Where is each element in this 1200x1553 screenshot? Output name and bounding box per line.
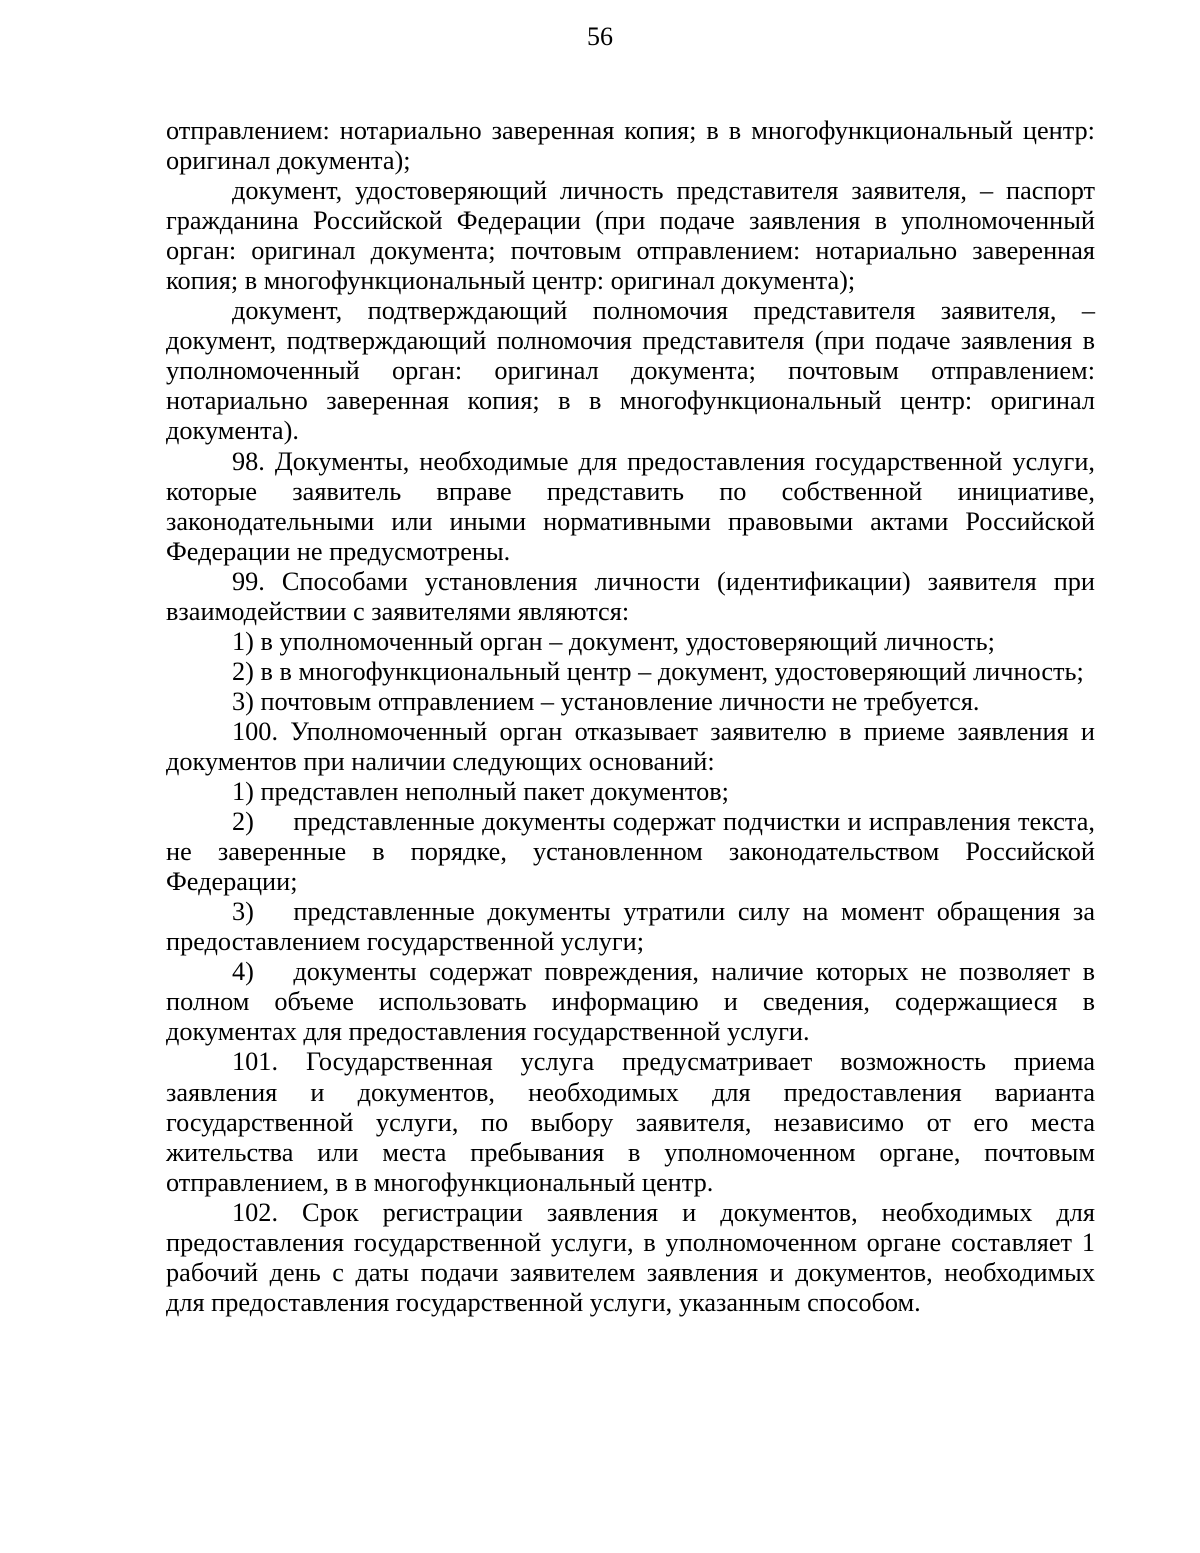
list-item-100-2: 2) представленные документы содержат подчистки и исправления текста, не заверенные в порядке, установленном законодательством Российской Федерации; bbox=[166, 807, 1095, 897]
paragraph-98: 98. Документы, необходимые для предоставления государственной услуги, которые заявитель вправе представить по собственной инициативе, законодательными или иными нормативными правовыми актами Российской Федерации не предусмотрены. bbox=[166, 446, 1095, 566]
page-number: 56 bbox=[587, 22, 613, 51]
paragraph-99: 99. Способами установления личности (идентификации) заявителя при взаимодействии с заявителями являются: bbox=[166, 566, 1095, 626]
list-item-99-3: 3) почтовым отправлением – установление личности не требуется. bbox=[232, 686, 980, 716]
list-item-99-1: 1) в уполномоченный орган – документ, удостоверяющий личность; bbox=[232, 626, 995, 656]
paragraph-representative-authority: документ, подтверждающий полномочия представителя заявителя, – документ, подтверждающий полномочия представителя (при подаче заявления в уполномоченный орган: оригинал документа; почтовым отправлением: нотариально заверенная копия; в в многофункциональный центр: оригинал документа). bbox=[166, 296, 1095, 446]
paragraph-representative-id: документ, удостоверяющий личность представителя заявителя, – паспорт гражданина Российской Федерации (при подаче заявления в уполномоченный орган: оригинал документа; почтовым отправлением: нотариально заверенная копия; в многофункциональный центр: оригинал документа); bbox=[166, 176, 1095, 296]
paragraph-102: 102. Срок регистрации заявления и документов, необходимых для предоставления государственной услуги, в уполномоченном органе составляет 1 рабочий день с даты подачи заявителем заявления и документов, необходимых для предоставления государственной услуги, указанным способом. bbox=[166, 1197, 1095, 1317]
paragraph-101: 101. Государственная услуга предусматривает возможность приема заявления и документов, необходимых для предоставления варианта государственной услуги, по выбору заявителя, независимо от его места жительства или места пребывания в уполномоченном органе, почтовым отправлением, в в многофункциональный центр. bbox=[166, 1047, 1095, 1197]
list-item-100-1: 1) представлен неполный пакет документов; bbox=[232, 777, 729, 807]
paragraph-continuation: отправлением: нотариально заверенная копия; в в многофункциональный центр: оригинал документа); bbox=[166, 116, 1095, 176]
list-item-100-4: 4) документы содержат повреждения, наличие которых не позволяет в полном объеме использовать информацию и сведения, содержащиеся в документах для предоставления государственной услуги. bbox=[166, 957, 1095, 1047]
paragraph-100: 100. Уполномоченный орган отказывает заявителю в приеме заявления и документов при наличии следующих оснований: bbox=[166, 716, 1095, 776]
list-item-100-3: 3) представленные документы утратили силу на момент обращения за предоставлением государственной услуги; bbox=[166, 897, 1095, 957]
document-body bbox=[166, 116, 1095, 1318]
list-item-99-2: 2) в в многофункциональный центр – документ, удостоверяющий личность; bbox=[232, 656, 1084, 686]
